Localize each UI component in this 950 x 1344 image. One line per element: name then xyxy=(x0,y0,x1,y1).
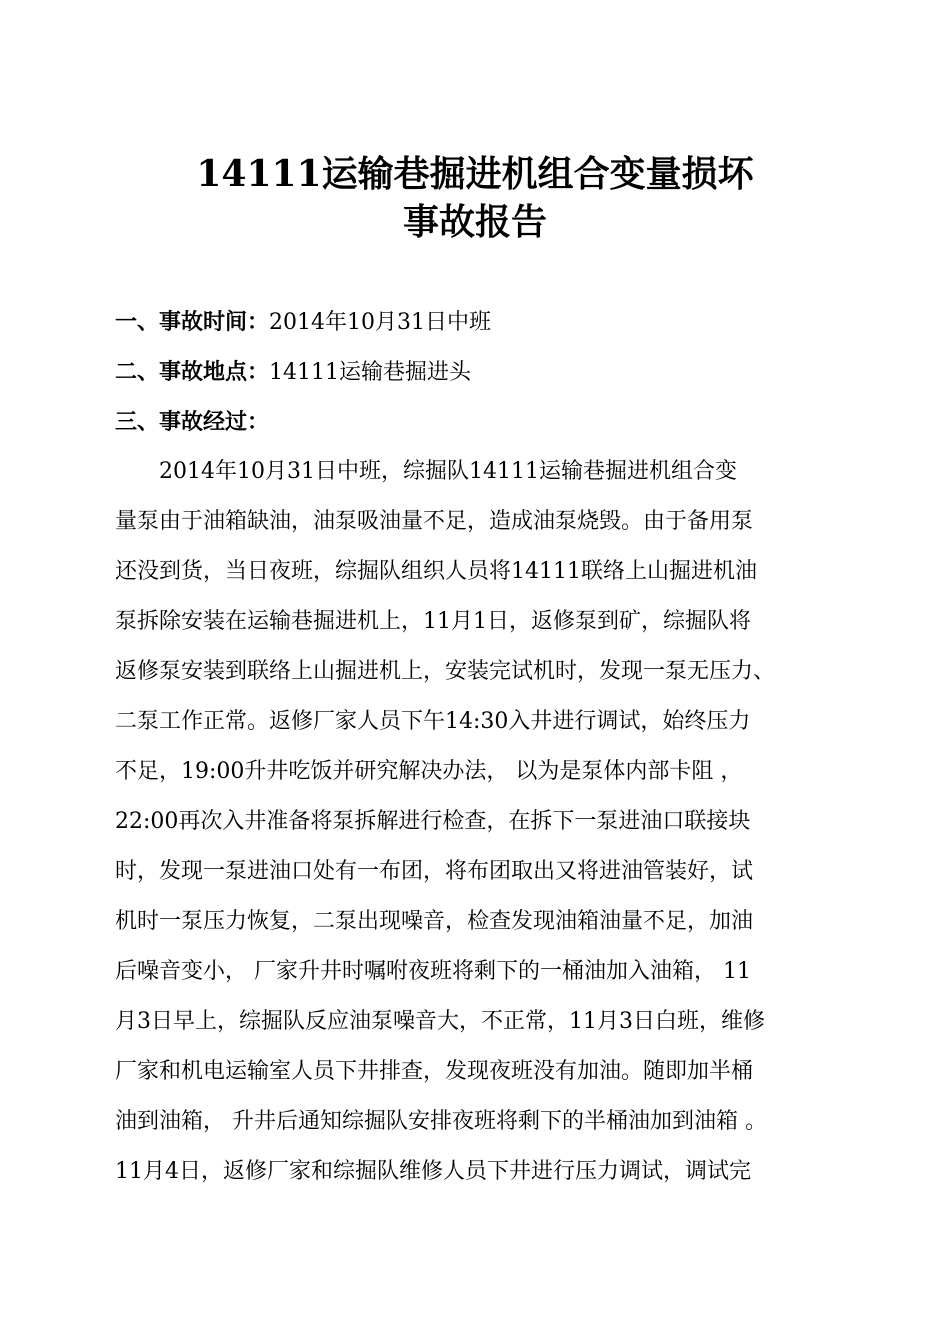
body-line: 月3日早上，综掘队反应油泵噪音大，不正常，11月3日白班，维修 xyxy=(115,1009,765,1034)
body-line: 油到油箱， 升井后通知综掘队安排夜班将剩下的半桶油加到油箱 。 xyxy=(115,1109,767,1134)
field-label: 三、事故经过： xyxy=(115,409,270,435)
body-line: 还没到货，当日夜班，综掘队组织人员将14111联络上山掘进机油 xyxy=(115,559,757,584)
field-accident-time xyxy=(115,306,491,339)
body-line: 量泵由于油箱缺油，油泵吸油量不足，造成油泵烧毁。由于备用泵 xyxy=(115,509,754,534)
body-line: 时，发现一泵进油口处有一布团，将布团取出又将进油管装好，试 xyxy=(115,859,754,884)
body-line: 22:00再次入井准备将泵拆解进行检查，在拆下一泵进油口联接块 xyxy=(115,809,751,834)
body-line: 返修泵安装到联络上山掘进机上，安装完试机时，发现一泵无压力、 xyxy=(115,659,776,684)
body-line: 泵拆除安装在运输巷掘进机上，11月1日，返修泵到矿，综掘队将 xyxy=(115,609,751,634)
field-label: 二、事故地点： xyxy=(115,359,270,385)
report-title-line-2: 事故报告 xyxy=(402,201,547,243)
report-title-line-1: 14111运输巷掘进机组合变量损坏 xyxy=(196,153,754,195)
body-line: 后噪音变小， 厂家升井时嘱咐夜班将剩下的一桶油加入油箱， 11 xyxy=(115,959,751,984)
field-value: 2014年10月31日中班 xyxy=(269,310,491,335)
field-label: 一、事故时间： xyxy=(115,309,270,335)
body-line: 二泵工作正常。返修厂家人员下午14:30入井进行调试，始终压力 xyxy=(115,709,751,734)
accident-description xyxy=(115,455,845,1205)
field-accident-location xyxy=(115,356,471,389)
body-line: 不足，19:00升井吃饭并研究解决办法， 以为是泵体内部卡阻 ， xyxy=(115,759,743,784)
body-line: 厂家和机电运输室人员下井排查，发现夜班没有加油。随即加半桶 xyxy=(115,1059,754,1084)
body-line: 2014年10月31日中班，综掘队14111运输巷掘进机组合变 xyxy=(159,459,737,484)
body-line: 11月4日，返修厂家和综掘队维修人员下井进行压力调试，调试完 xyxy=(115,1159,751,1184)
body-line: 机时一泵压力恢复，二泵出现噪音，检查发现油箱油量不足，加油 xyxy=(115,909,754,934)
field-accident-process xyxy=(115,406,269,439)
field-value: 14111运输巷掘进头 xyxy=(269,360,472,385)
